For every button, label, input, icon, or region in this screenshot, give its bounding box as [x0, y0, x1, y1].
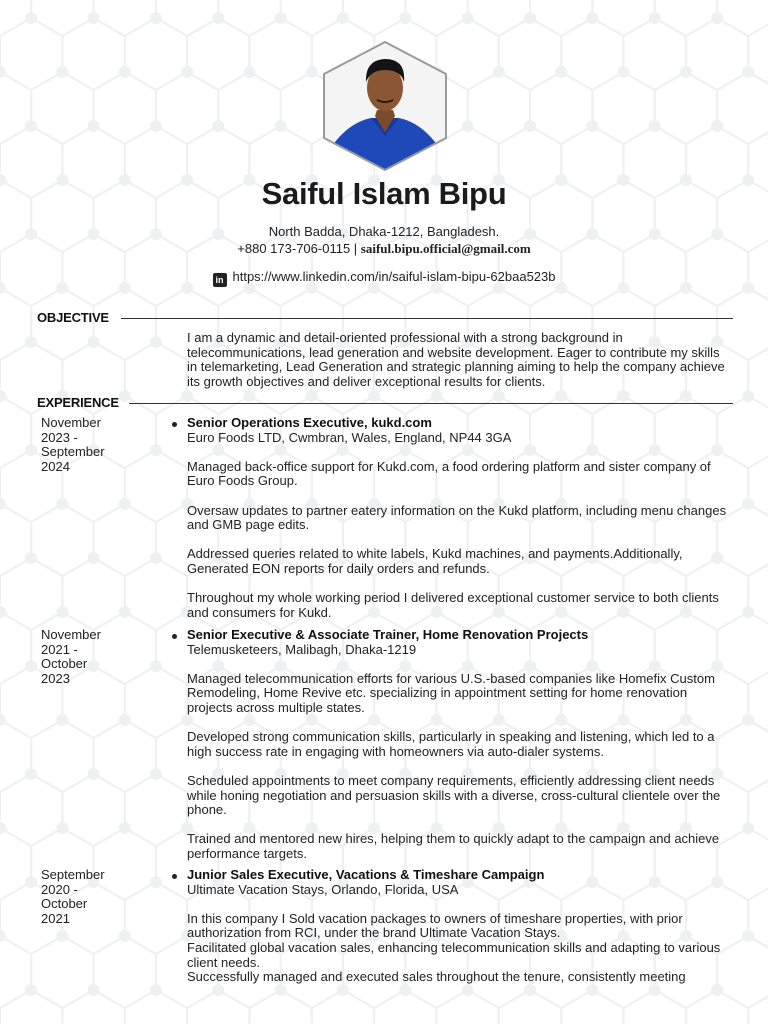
date-range: November 2023 - September 2024 [41, 415, 105, 474]
duty-paragraph: In this company I Sold vacation packages to owners of timeshare properties, with prior authorization from RCI, under the brand Ultimate Vacation Stays. [187, 910, 683, 941]
duty-paragraph: Throughout my whole working period I delivered exceptional customer service to both clients and consumers for Kukd. [187, 590, 719, 620]
duty-paragraph: Scheduled appointments to meet company requirements, efficiently addressing client needs while honing negotiation and persuasion skills with a diverse, cross-cultural clientele over the phone. [187, 772, 721, 818]
phone-email-line [0, 241, 768, 257]
entry-body [187, 628, 732, 862]
duty-paragraph: Addressed queries related to white labels, Kukd machines, and payments.Additionally, Generated EON reports for daily orders and refunds. [187, 546, 683, 576]
duty-paragraph: Managed back-office support for Kukd.com, a food ordering platform and sister company of Euro Foods Group. [187, 458, 711, 489]
company: Euro Foods LTD, Cwmbran, Wales, England, NP44 3GA [187, 429, 512, 445]
linkedin-link[interactable]: https://www.linkedin.com/in/saiful-islam-bipu-62baa523b [232, 269, 556, 284]
duty-paragraph: Successfully managed and executed sales throughout the tenure, consistently meeting [187, 969, 686, 985]
candidate-name: Saiful Islam Bipu [261, 176, 507, 211]
address: North Badda, Dhaka-1212, Bangladesh. [268, 224, 500, 239]
duty-paragraph: Facilitated global vacation sales, enhancing telecommunication skills and adapting to various client needs. [187, 939, 721, 970]
job-title: Senior Operations Executive, kukd.com [187, 415, 432, 430]
duty-paragraph: Oversaw updates to partner eatery information on the Kukd platform, including menu changes and GMB page edits. [187, 502, 727, 533]
objective-text: I am a dynamic and detail-oriented professional with a strong background in telecommunications, lead generation and website development. Eager to contribute my skills in telemarketing, Lead Generation and strategic planning aiming to help the company achieve its growth objectives and deliver exceptional results for clients. [187, 330, 725, 389]
entry-body [187, 416, 732, 620]
duty-paragraph: Managed telecommunication efforts for various U.S.-based companies like Homefix Custom Remodeling, Home Revive etc. specializing in appointment setting for home renovation projects across multiple states. [187, 670, 715, 715]
job-title: Junior Sales Executive, Vacations & Timeshare Campaign [187, 867, 545, 882]
linkedin-icon: in [213, 273, 227, 287]
phone: +880 173-706-0115 | [237, 241, 358, 256]
date-range: November 2021 - October 2023 [41, 627, 101, 686]
duty-paragraph: Trained and mentored new hires, helping them to quickly adapt to the campaign and achieve performance targets. [187, 831, 720, 861]
company: Telemusketeers, Malibagh, Dhaka-1219 [187, 641, 417, 657]
experience-divider [129, 403, 733, 404]
experience-heading: EXPERIENCE [37, 395, 119, 410]
company: Ultimate Vacation Stays, Orlando, Florida, USA [187, 881, 459, 897]
objective-heading: OBJECTIVE [37, 310, 109, 325]
email-link[interactable]: saiful.bipu.official@gmail.com [360, 241, 531, 256]
entry-body [187, 868, 732, 985]
bullet-icon [172, 422, 177, 427]
job-title: Senior Executive & Associate Trainer, Home Renovation Projects [187, 627, 589, 642]
bullet-icon [172, 874, 177, 879]
profile-photo [321, 40, 449, 172]
date-range: September 2020 - October 2021 [41, 867, 105, 926]
linkedin-line [0, 269, 768, 287]
duty-paragraph: Developed strong communication skills, particularly in speaking and listening, which led to a high success rate in engaging with homeowners via auto-dialer systems. [187, 729, 715, 759]
bullet-icon [172, 634, 177, 639]
objective-divider [121, 318, 733, 319]
